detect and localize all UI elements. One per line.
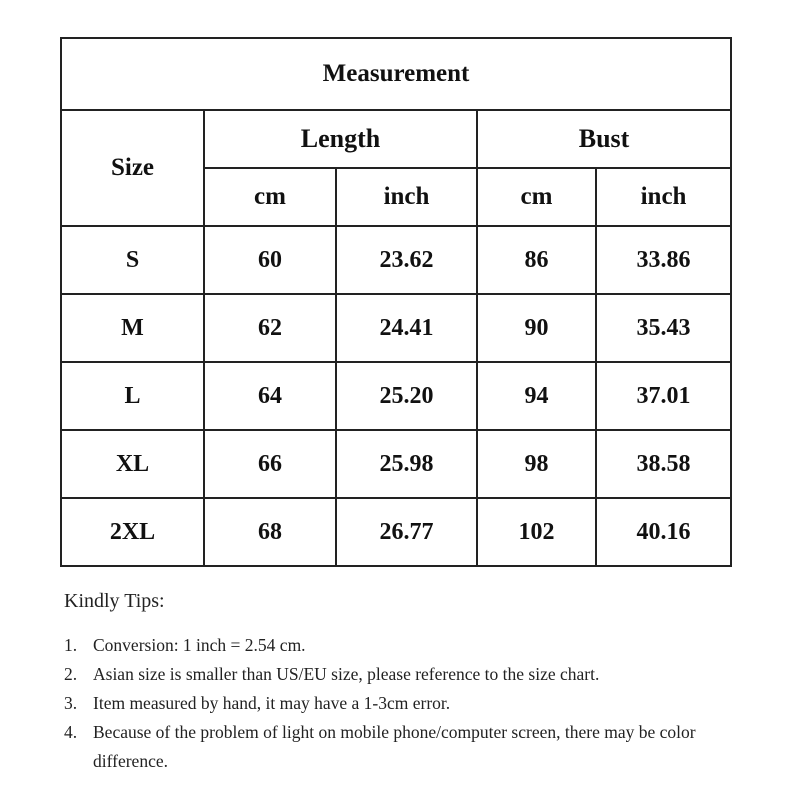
table-row bbox=[61, 362, 731, 430]
bust-inch-header: inch bbox=[596, 168, 731, 226]
size-column-header: Size bbox=[61, 110, 204, 226]
size-cell: 2XL bbox=[61, 498, 204, 566]
bust-cm-cell: 90 bbox=[477, 294, 596, 362]
bust-cm-cell: 94 bbox=[477, 362, 596, 430]
tip-text: Item measured by hand, it may have a 1-3cm error. bbox=[93, 693, 451, 713]
size-cell: S bbox=[61, 226, 204, 294]
tips-section bbox=[64, 590, 764, 776]
length-inch-cell: 25.20 bbox=[336, 362, 477, 430]
list-item bbox=[64, 660, 764, 689]
tip-text: Asian size is smaller than US/EU size, please reference to the size chart. bbox=[93, 664, 600, 684]
size-cell: XL bbox=[61, 430, 204, 498]
tips-list bbox=[64, 631, 764, 776]
length-cm-cell: 68 bbox=[204, 498, 336, 566]
length-cm-cell: 60 bbox=[204, 226, 336, 294]
tips-title: Kindly Tips: bbox=[64, 590, 165, 612]
table-row bbox=[61, 226, 731, 294]
tip-number: 1. bbox=[64, 635, 78, 655]
length-cm-cell: 62 bbox=[204, 294, 336, 362]
bust-group-header: Bust bbox=[477, 110, 731, 168]
length-cm-cell: 66 bbox=[204, 430, 336, 498]
bust-inch-cell: 38.58 bbox=[596, 430, 731, 498]
tip-text: Because of the problem of light on mobile phone/computer screen, there may be color difference. bbox=[93, 722, 696, 771]
bust-inch-cell: 33.86 bbox=[596, 226, 731, 294]
length-group-header: Length bbox=[204, 110, 477, 168]
length-inch-cell: 26.77 bbox=[336, 498, 477, 566]
table-row bbox=[61, 294, 731, 362]
bust-cm-cell: 98 bbox=[477, 430, 596, 498]
length-cm-cell: 64 bbox=[204, 362, 336, 430]
length-inch-cell: 24.41 bbox=[336, 294, 477, 362]
list-item bbox=[64, 689, 764, 718]
list-item bbox=[64, 631, 764, 660]
table-row bbox=[61, 498, 731, 566]
size-cell: M bbox=[61, 294, 204, 362]
tip-number: 2. bbox=[64, 664, 78, 684]
list-item bbox=[64, 718, 764, 776]
tip-text: Conversion: 1 inch = 2.54 cm. bbox=[93, 635, 306, 655]
bust-inch-cell: 37.01 bbox=[596, 362, 731, 430]
bust-cm-header: cm bbox=[477, 168, 596, 226]
measurement-table bbox=[60, 37, 732, 567]
tip-number: 3. bbox=[64, 693, 78, 713]
length-inch-cell: 25.98 bbox=[336, 430, 477, 498]
table-title: Measurement bbox=[61, 38, 731, 110]
bust-inch-cell: 35.43 bbox=[596, 294, 731, 362]
length-cm-header: cm bbox=[204, 168, 336, 226]
bust-cm-cell: 86 bbox=[477, 226, 596, 294]
length-inch-cell: 23.62 bbox=[336, 226, 477, 294]
tip-number: 4. bbox=[64, 722, 78, 742]
bust-inch-cell: 40.16 bbox=[596, 498, 731, 566]
table-row bbox=[61, 430, 731, 498]
length-inch-header: inch bbox=[336, 168, 477, 226]
size-cell: L bbox=[61, 362, 204, 430]
bust-cm-cell: 102 bbox=[477, 498, 596, 566]
